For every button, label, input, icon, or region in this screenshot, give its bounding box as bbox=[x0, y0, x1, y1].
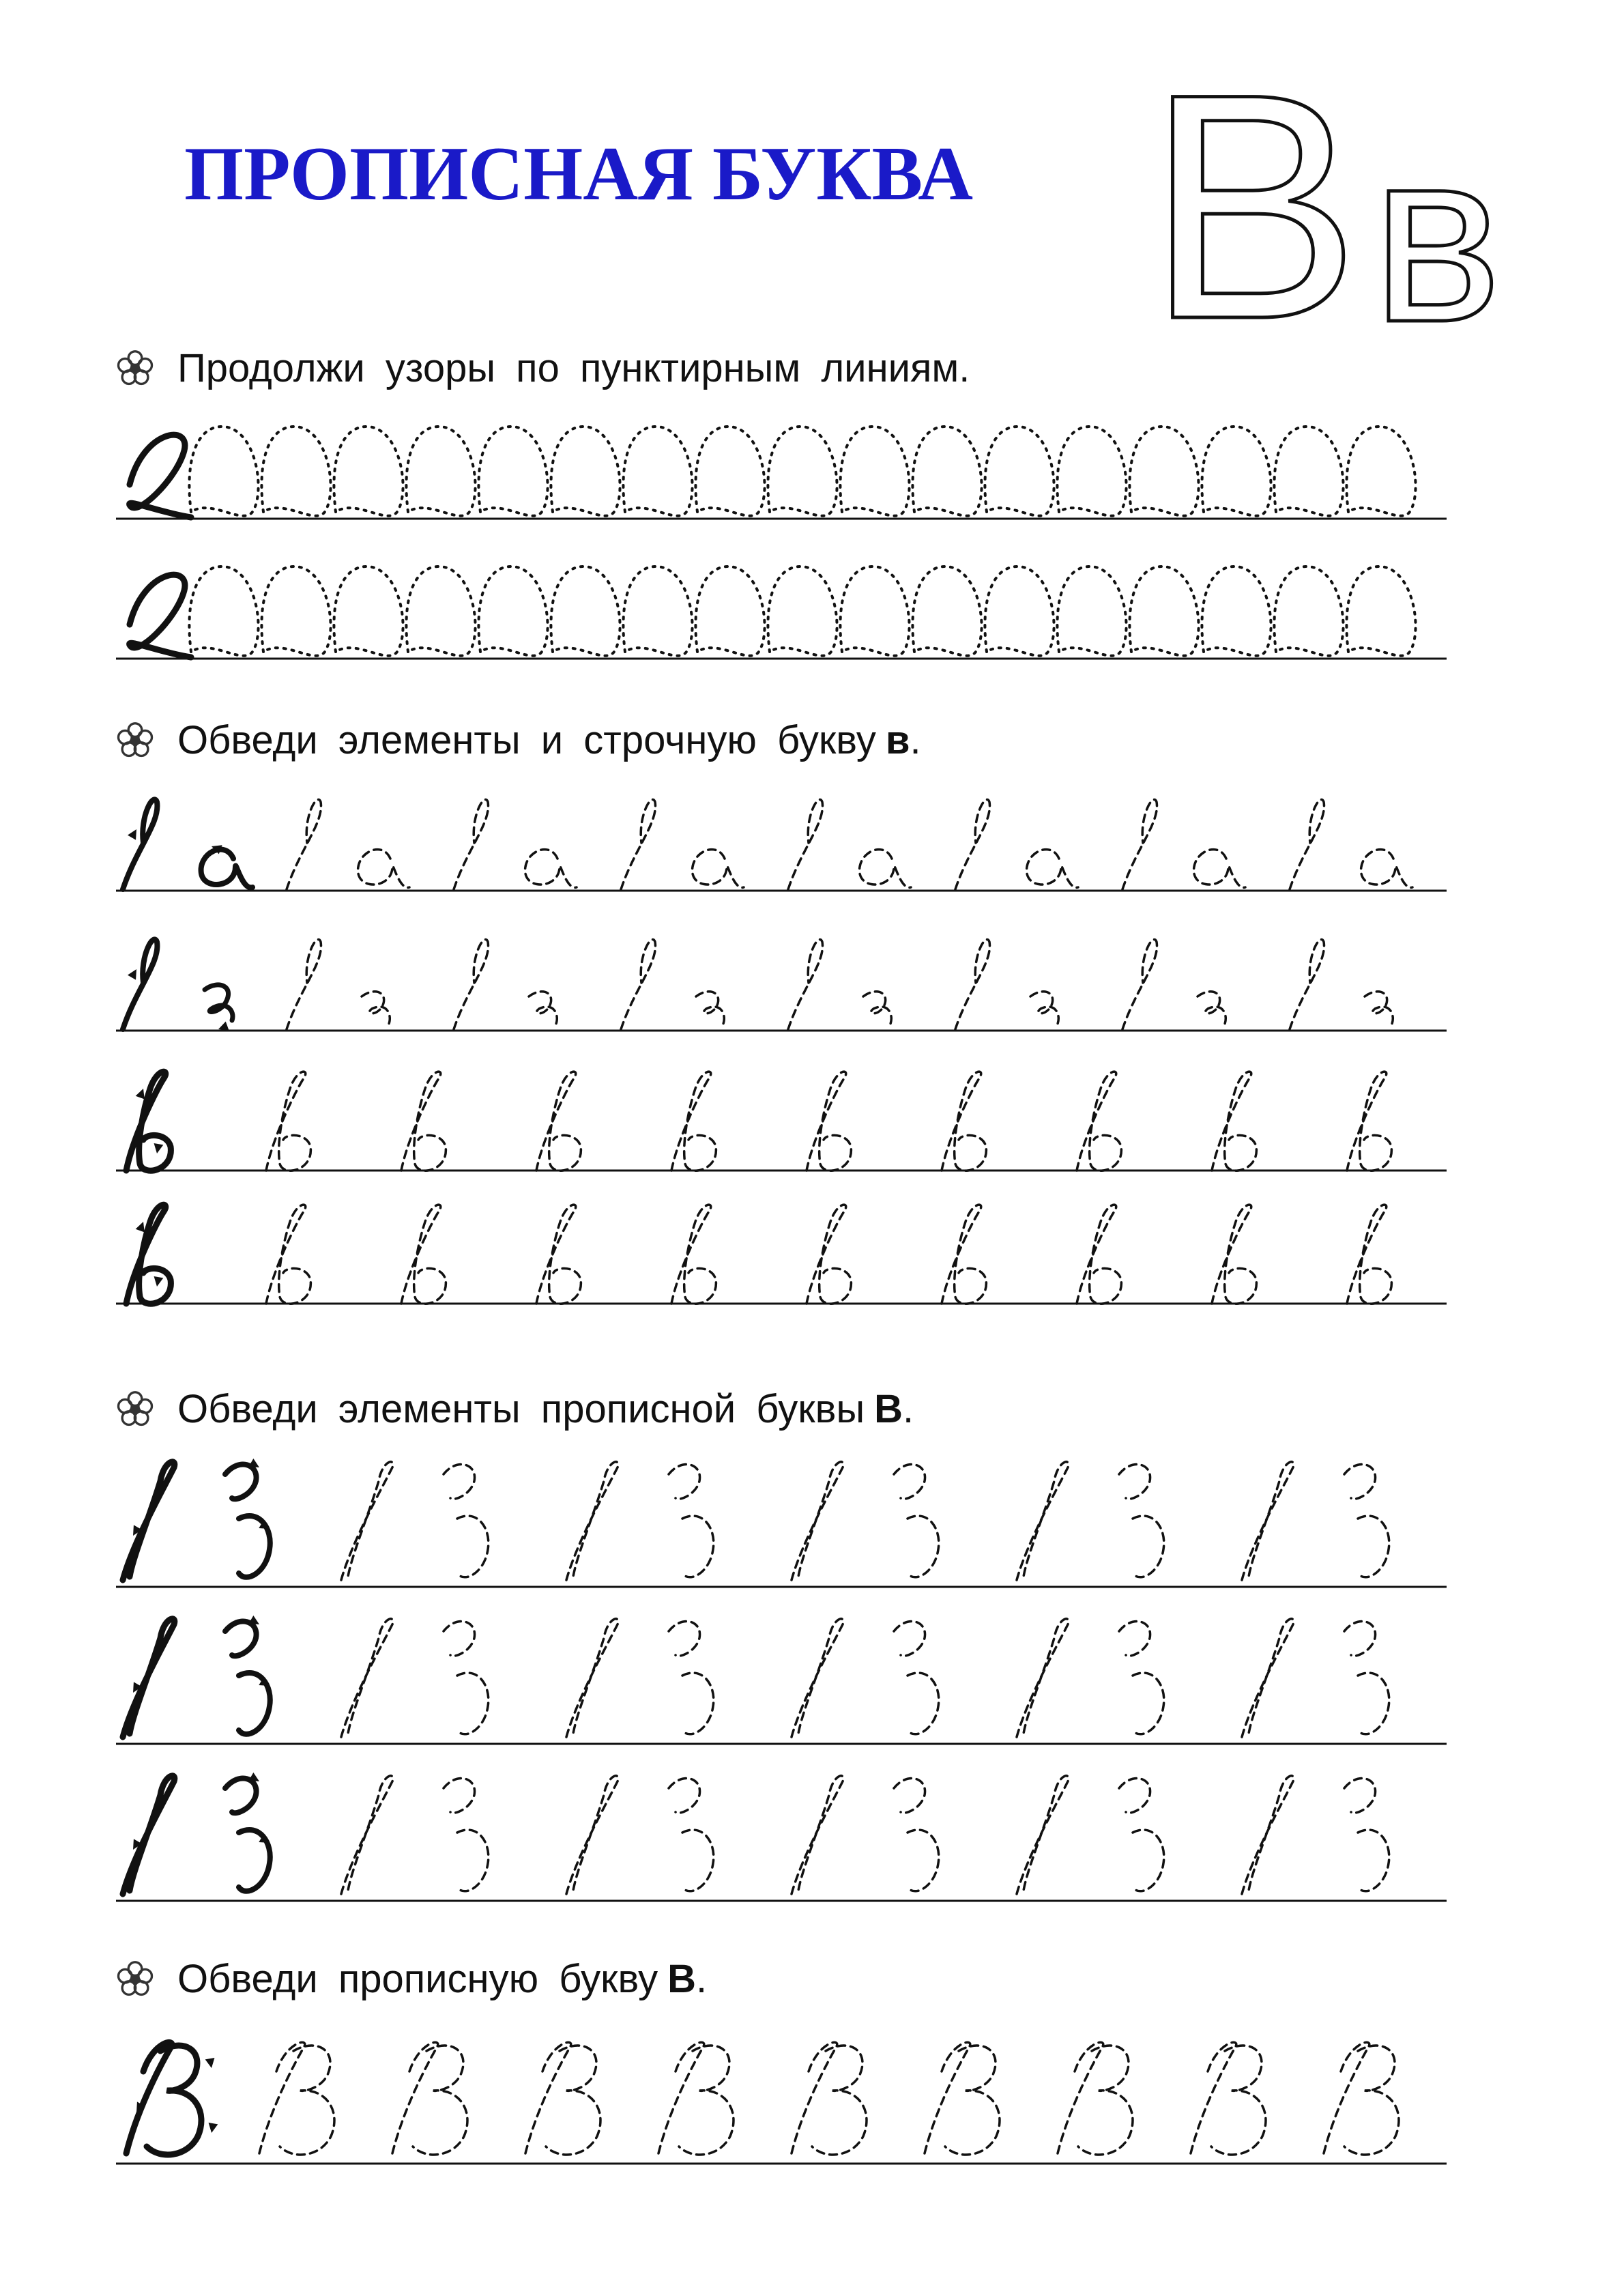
dotted-loop bbox=[695, 427, 764, 516]
arrow-icon bbox=[217, 1022, 229, 1034]
dotted-loop bbox=[695, 566, 764, 656]
sample-loop bbox=[130, 435, 191, 517]
traced-bumps bbox=[444, 1465, 489, 1577]
traced-stick bbox=[287, 939, 321, 1029]
traced-stick bbox=[341, 1776, 393, 1894]
traced-oval bbox=[1027, 850, 1078, 888]
sample-letter bbox=[126, 2042, 201, 2155]
traced-bumps bbox=[669, 1465, 714, 1577]
traced-stick bbox=[792, 1619, 843, 1737]
traced-hook bbox=[1030, 992, 1058, 1024]
uppercase-elements-row-3 bbox=[116, 1768, 1447, 1911]
sample-stick bbox=[123, 1462, 175, 1580]
sample-stick bbox=[123, 939, 157, 1029]
dotted-loop bbox=[623, 566, 692, 656]
traced-stick bbox=[566, 1462, 618, 1580]
traced-bumps bbox=[669, 1622, 714, 1734]
dotted-loop bbox=[478, 566, 547, 656]
traced-oval bbox=[358, 850, 409, 888]
lowercase-letter-row-1 bbox=[116, 1068, 1447, 1191]
flower-icon bbox=[116, 721, 154, 760]
uppercase-elements-row-2 bbox=[116, 1611, 1447, 1754]
dotted-loop bbox=[623, 427, 692, 516]
sample-letter bbox=[126, 1072, 171, 1171]
sample-stick bbox=[123, 1619, 175, 1737]
pattern-row-2 bbox=[116, 556, 1447, 679]
instruction-text: Обведи элементы прописной буквы bbox=[177, 1387, 865, 1431]
instruction-period: . bbox=[903, 1387, 914, 1431]
dotted-loop bbox=[1129, 427, 1198, 516]
traced-letter bbox=[807, 1205, 851, 1304]
dotted-loop bbox=[1202, 427, 1271, 516]
dotted-loop bbox=[768, 566, 837, 656]
instruction-text: Обведи элементы и строчную букву bbox=[177, 718, 876, 762]
traced-letter bbox=[671, 1072, 716, 1171]
traced-letter bbox=[525, 2042, 600, 2155]
traced-letter bbox=[401, 1072, 446, 1171]
traced-stick bbox=[792, 1776, 843, 1894]
traced-stick bbox=[454, 939, 488, 1029]
dotted-loop bbox=[768, 427, 837, 516]
dotted-loop bbox=[912, 427, 981, 516]
traced-stick bbox=[1122, 799, 1157, 889]
dotted-loop bbox=[478, 427, 547, 516]
sample-stick bbox=[123, 1776, 175, 1894]
dotted-loop bbox=[985, 566, 1054, 656]
traced-bumps bbox=[669, 1779, 714, 1891]
traced-bumps bbox=[1119, 1622, 1164, 1734]
instruction-letter: В bbox=[874, 1387, 903, 1431]
traced-stick bbox=[1290, 939, 1324, 1029]
arrow-icon bbox=[207, 2123, 218, 2134]
traced-stick bbox=[341, 1462, 393, 1580]
traced-stick bbox=[1017, 1619, 1069, 1737]
traced-letter bbox=[807, 1072, 851, 1171]
traced-letter bbox=[1191, 2042, 1266, 2155]
traced-stick bbox=[1017, 1776, 1069, 1894]
traced-stick bbox=[621, 799, 655, 889]
dotted-loop bbox=[261, 427, 330, 516]
traced-bumps bbox=[894, 1622, 939, 1734]
traced-bumps bbox=[894, 1465, 939, 1577]
sample-letter bbox=[126, 1205, 171, 1304]
traced-letter bbox=[1347, 1205, 1391, 1304]
traced-letter bbox=[942, 1072, 986, 1171]
traced-bumps bbox=[444, 1779, 489, 1891]
dotted-loop bbox=[1274, 566, 1343, 656]
uppercase-elements-row-1 bbox=[116, 1454, 1447, 1597]
lowercase-letter-row-2 bbox=[116, 1201, 1447, 1324]
traced-letter bbox=[401, 1205, 446, 1304]
traced-hook bbox=[696, 992, 724, 1024]
traced-oval bbox=[1194, 850, 1245, 888]
traced-hook bbox=[529, 992, 557, 1024]
dotted-loop bbox=[261, 566, 330, 656]
traced-letter bbox=[1077, 1072, 1121, 1171]
dotted-loop bbox=[1274, 427, 1343, 516]
traced-letter bbox=[1058, 2042, 1133, 2155]
traced-oval bbox=[693, 850, 744, 888]
big-outline-letters bbox=[1133, 48, 1542, 334]
traced-hook bbox=[1198, 992, 1226, 1024]
traced-bumps bbox=[1344, 1465, 1389, 1577]
traced-letter bbox=[1324, 2042, 1399, 2155]
traced-stick bbox=[955, 939, 989, 1029]
traced-stick bbox=[788, 799, 822, 889]
traced-stick bbox=[1290, 799, 1324, 889]
flower-icon bbox=[116, 349, 154, 388]
traced-stick bbox=[955, 799, 989, 889]
instruction-period: . bbox=[695, 1957, 708, 2001]
traced-letter bbox=[925, 2042, 1000, 2155]
instruction-letter: в bbox=[885, 718, 910, 762]
traced-letter bbox=[1077, 1205, 1121, 1304]
traced-oval bbox=[525, 850, 577, 888]
sample-hook bbox=[205, 985, 233, 1020]
instruction-patterns bbox=[116, 331, 1481, 406]
dotted-loop bbox=[189, 566, 258, 656]
traced-letter bbox=[266, 1072, 310, 1171]
traced-letter bbox=[658, 2042, 734, 2155]
dotted-loop bbox=[1057, 427, 1126, 516]
traced-oval bbox=[860, 850, 911, 888]
arrow-icon bbox=[152, 1276, 163, 1287]
traced-letter bbox=[1347, 1072, 1391, 1171]
traced-letter bbox=[536, 1205, 581, 1304]
traced-stick bbox=[1122, 939, 1157, 1029]
traced-letter bbox=[1212, 1072, 1256, 1171]
traced-letter bbox=[792, 2042, 867, 2155]
uppercase-letter-row bbox=[116, 2030, 1447, 2174]
traced-bumps bbox=[1344, 1622, 1389, 1734]
instruction-letter: В bbox=[667, 1957, 696, 2001]
page-title: ПРОПИСНАЯ БУКВА bbox=[184, 132, 974, 216]
traced-letter bbox=[942, 1205, 986, 1304]
instruction-uppercase-elements bbox=[116, 1372, 1481, 1447]
dotted-loop bbox=[189, 427, 258, 516]
big-upper-letter: B bbox=[1146, 48, 1361, 334]
pattern-row-1 bbox=[116, 416, 1447, 539]
dotted-loop bbox=[406, 566, 475, 656]
traced-letter bbox=[259, 2042, 334, 2155]
dotted-loop bbox=[840, 427, 909, 516]
traced-bumps bbox=[894, 1779, 939, 1891]
sample-stick bbox=[123, 799, 157, 889]
traced-stick bbox=[454, 799, 488, 889]
traced-letter bbox=[1212, 1205, 1256, 1304]
instruction-lowercase bbox=[116, 703, 1481, 778]
flower-icon bbox=[116, 1390, 154, 1429]
dotted-loop bbox=[1346, 427, 1415, 516]
traced-stick bbox=[341, 1619, 393, 1737]
traced-letter bbox=[266, 1205, 310, 1304]
instruction-uppercase-letter bbox=[116, 1942, 1481, 2017]
traced-stick bbox=[1242, 1462, 1294, 1580]
traced-stick bbox=[788, 939, 822, 1029]
lowercase-elements-row-2 bbox=[116, 928, 1447, 1051]
sample-oval bbox=[201, 850, 252, 888]
arrow-icon bbox=[128, 967, 141, 980]
traced-letter bbox=[671, 1205, 716, 1304]
instruction-period: . bbox=[910, 718, 921, 762]
dotted-loop bbox=[912, 566, 981, 656]
traced-stick bbox=[287, 799, 321, 889]
sample-loop bbox=[130, 575, 191, 657]
traced-hook bbox=[863, 992, 891, 1024]
big-lower-letter: в bbox=[1372, 99, 1503, 334]
dotted-loop bbox=[985, 427, 1054, 516]
traced-stick bbox=[1017, 1462, 1069, 1580]
traced-stick bbox=[1242, 1776, 1294, 1894]
dotted-loop bbox=[551, 566, 620, 656]
instruction-text: Продолжи узоры по пунктирным линиям. bbox=[177, 346, 970, 390]
traced-bumps bbox=[444, 1622, 489, 1734]
instruction-text: Обведи прописную букву bbox=[177, 1957, 658, 2001]
traced-hook bbox=[1365, 992, 1393, 1024]
traced-stick bbox=[621, 939, 655, 1029]
traced-bumps bbox=[1119, 1779, 1164, 1891]
dotted-loop bbox=[840, 566, 909, 656]
traced-stick bbox=[566, 1619, 618, 1737]
dotted-loop bbox=[1057, 566, 1126, 656]
traced-stick bbox=[792, 1462, 843, 1580]
traced-bumps bbox=[1119, 1465, 1164, 1577]
traced-oval bbox=[1361, 850, 1412, 888]
lowercase-elements-row-1 bbox=[116, 788, 1447, 911]
traced-stick bbox=[566, 1776, 618, 1894]
traced-bumps bbox=[1344, 1779, 1389, 1891]
traced-letter bbox=[392, 2042, 467, 2155]
dotted-loop bbox=[551, 427, 620, 516]
dotted-loop bbox=[1202, 566, 1271, 656]
dotted-loop bbox=[1346, 566, 1415, 656]
flower-icon bbox=[116, 1960, 154, 1998]
dotted-loop bbox=[334, 427, 403, 516]
dotted-loop bbox=[334, 566, 403, 656]
dotted-loop bbox=[406, 427, 475, 516]
traced-stick bbox=[1242, 1619, 1294, 1737]
dotted-loop bbox=[1129, 566, 1198, 656]
arrow-icon bbox=[128, 827, 141, 840]
arrow-icon bbox=[152, 1143, 163, 1154]
arrow-icon bbox=[205, 2058, 216, 2069]
traced-hook bbox=[362, 992, 390, 1024]
traced-letter bbox=[536, 1072, 581, 1171]
